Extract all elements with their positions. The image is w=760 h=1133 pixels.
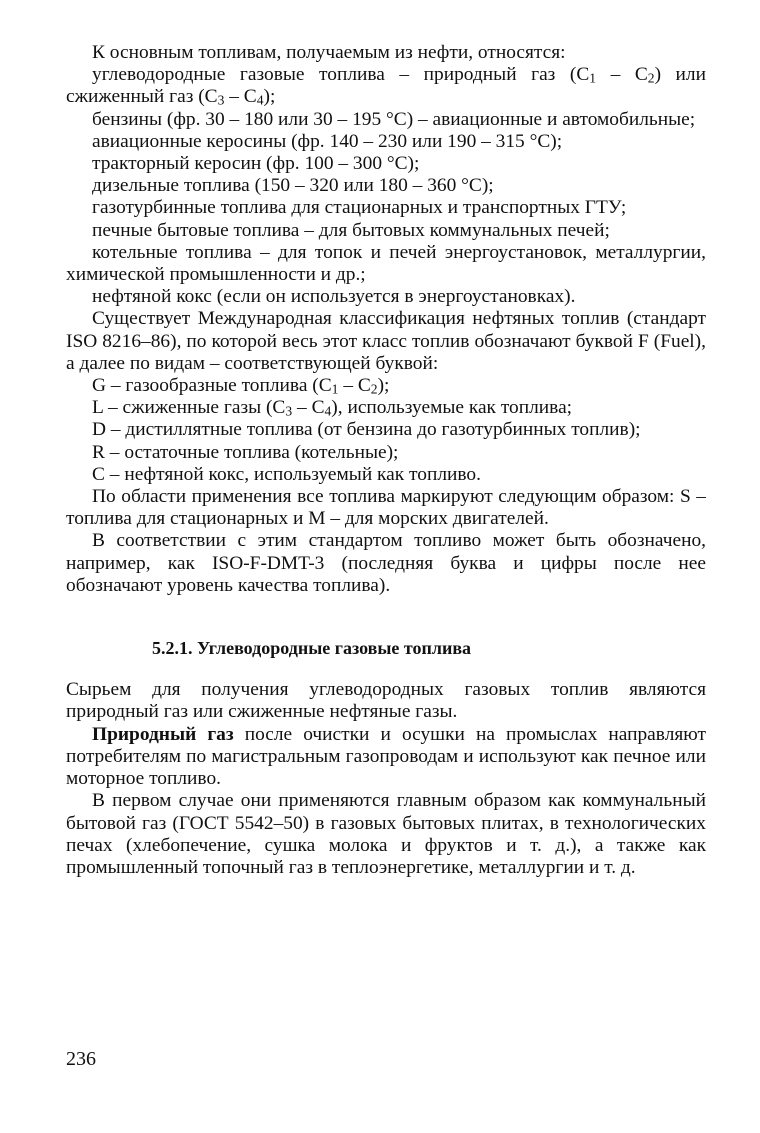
list-item-gasturb: газотурбинные топлива для стационарных и транспортных ГТУ; bbox=[92, 197, 627, 219]
subscript: 1 bbox=[589, 70, 597, 86]
text: ), используемые как топлива; bbox=[331, 397, 573, 419]
code-g bbox=[66, 375, 706, 397]
natural-gas-term: Природный газ bbox=[92, 723, 234, 745]
text: L – сжиженные газы (C bbox=[92, 397, 286, 419]
section-heading: 5.2.1. Углеводородные газовые топлива bbox=[152, 638, 472, 659]
code-d: D – дистиллятные топлива (от бензина до газотурбинных топлив); bbox=[92, 419, 641, 441]
subscript: 3 bbox=[285, 403, 293, 419]
raw-material-paragraph: Сырьем для получения углеводородных газовых топлив являются природный газ или сжиженные нефтяные газы. bbox=[66, 679, 706, 723]
subscript: 4 bbox=[256, 92, 264, 108]
text: углеводородные газовые топлива – природный газ (C bbox=[92, 64, 590, 86]
list-item-koks: нефтяной кокс (если он используется в энергоустановках). bbox=[92, 286, 576, 308]
area-paragraph: По области применения все топлива маркируют следующим образом: S – топлива для стационарных и M – для морских двигателей. bbox=[66, 486, 706, 530]
subscript: 4 bbox=[324, 403, 332, 419]
code-l bbox=[66, 397, 706, 419]
list-item-pech: печные бытовые топлива – для бытовых коммунальных печей; bbox=[92, 219, 610, 241]
subscript: 2 bbox=[370, 381, 378, 397]
intro-line: К основным топливам, получаемым из нефти, относятся: bbox=[92, 42, 566, 63]
list-item-traktor: тракторный керосин (фр. 100 – 300 °C); bbox=[92, 153, 420, 175]
first-case-paragraph: В первом случае они применяются главным образом как коммунальный бытовой газ (ГОСТ 5542–50) в газовых бытовых плитах, в технологических печах (хлебопечение, сушка молока и фруктов и т. д.), а также как промышленный топочный газ в теплоэнергетике, металлургии и т. д. bbox=[66, 790, 706, 878]
text: ); bbox=[377, 375, 390, 397]
page-content bbox=[66, 42, 706, 879]
code-r: R – остаточные топлива (котельные); bbox=[92, 441, 399, 463]
iso-paragraph: Существует Международная классификация нефтяных топлив (стандарт ISO 8216–86), по которой весь этот класс топлив обозначают буквой F (Fuel), а далее по видам – соответствующей буквой: bbox=[66, 308, 706, 374]
list-item-diesel: дизельные топлива (150 – 320 или 180 – 360 °C); bbox=[92, 175, 494, 197]
list-item-gas bbox=[66, 64, 706, 108]
list-item-avia: авиационные керосины (фр. 140 – 230 или 190 – 315 °C); bbox=[92, 130, 563, 152]
subscript: 1 bbox=[331, 381, 339, 397]
standard-paragraph: В соответствии с этим стандартом топливо может быть обозначено, например, как ISO-F-DMT-3 (последняя буква и цифры после нее обозначают уровень качества топлива). bbox=[66, 530, 706, 596]
text: – C bbox=[338, 375, 371, 397]
natural-gas-paragraph bbox=[66, 724, 706, 791]
text: – C bbox=[224, 86, 257, 108]
subscript: 3 bbox=[217, 92, 225, 108]
list-item-benzin: бензины (фр. 30 – 180 или 30 – 195 °C) – авиационные и автомобильные; bbox=[92, 108, 696, 130]
text: после очистки и осушки на промыслах направляют потребителям по магистральным газопроводам и используют как печное или моторное топливо. bbox=[66, 723, 706, 790]
text: – C bbox=[292, 397, 325, 419]
subscript: 2 bbox=[647, 70, 655, 86]
code-c: C – нефтяной кокс, используемый как топливо. bbox=[92, 463, 481, 485]
list-item-kotel: котельные топлива – для топок и печей энергоустановок, металлургии, химической промышленности и др.; bbox=[66, 241, 706, 286]
text: ) или сжиженный газ (C bbox=[66, 64, 706, 108]
text: G – газообразные топлива (C bbox=[92, 375, 332, 397]
text: – C bbox=[596, 64, 648, 86]
text: ); bbox=[263, 86, 276, 108]
page-number: 236 bbox=[66, 1048, 96, 1070]
